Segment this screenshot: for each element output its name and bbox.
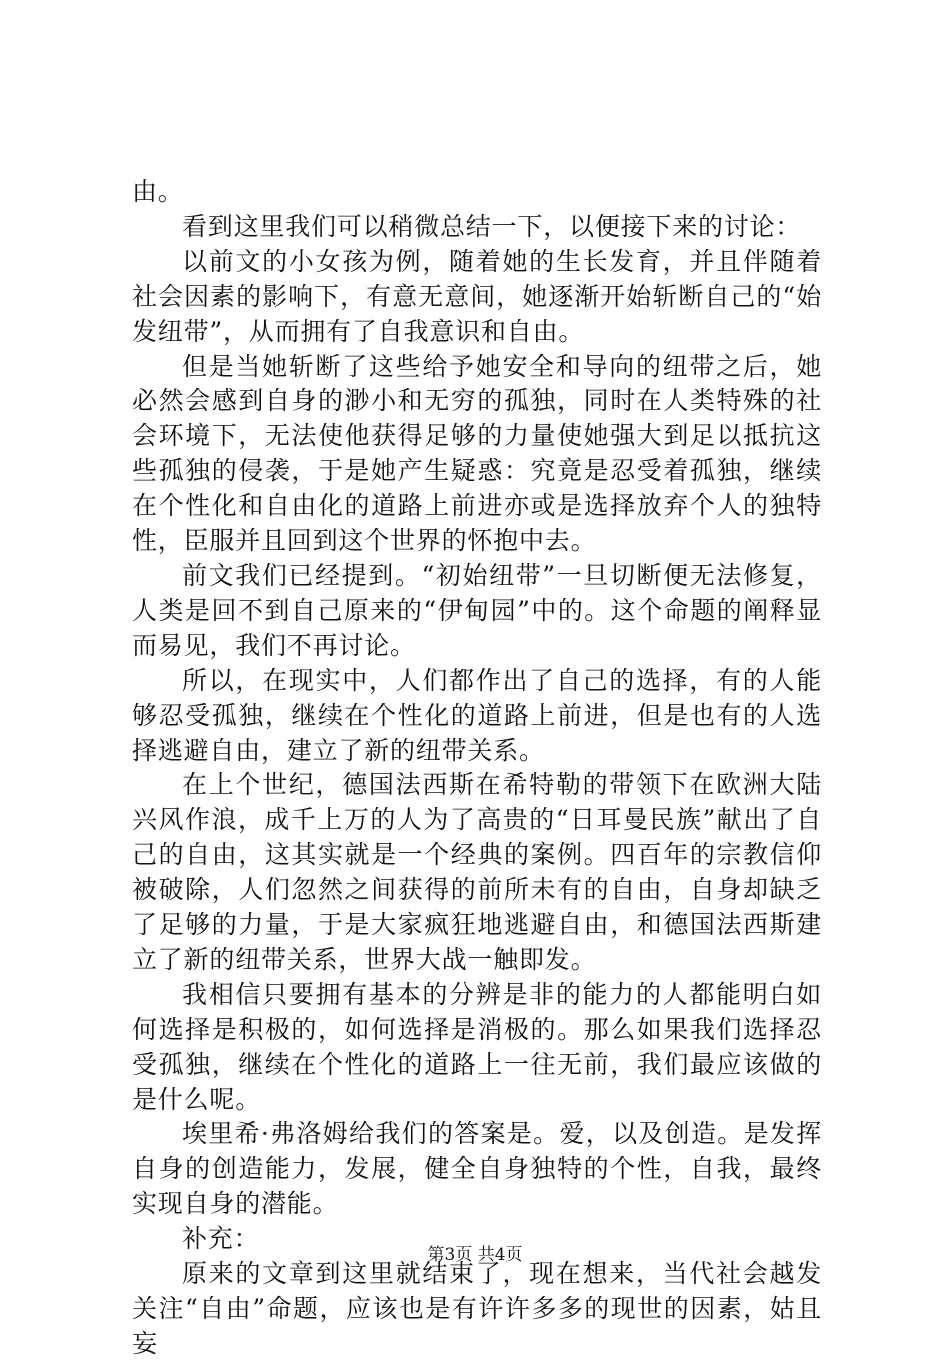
paragraph-6: 所以，在现实中，人们都作出了自己的选择，有的人能够忍受孤独，继续在个性化的道路上前进，但是也有的人选择逃避自由，建立了新的纽带关系。 <box>132 665 822 765</box>
paragraph-7: 在上个世纪，德国法西斯在希特勒的带领下在欧洲大陆兴风作浪，成千上万的人为了高贵的“日耳曼民族”献出了自己的自由，这其实就是一个经典的案例。四百年的宗教信仰被破除，人们忽然之间获得的前所未有的自由，自身却缺乏了足够的力量，于是大家疯狂地逃避自由，和德国法西斯建立了新的纽带关系，世界大战一触即发。 <box>132 770 822 974</box>
page-number-footer: 第3页 共4页 <box>427 1245 523 1265</box>
paragraph-10: 补充： <box>182 1224 260 1254</box>
document-body <box>132 175 822 1362</box>
paragraph-5: 前文我们已经提到。“初始纽带”一旦切断便无法修复，人类是回不到自己原来的“伊甸园”中的。这个命题的阐释显而易见，我们不再讨论。 <box>132 560 822 660</box>
paragraph-9: 埃里希·弗洛姆给我们的答案是。爱，以及创造。是发挥自身的创造能力，发展，健全自身独特的个性，自我，最终实现自身的潜能。 <box>132 1119 822 1219</box>
paragraph-11: 原来的文章到这里就结束了，现在想来，当代社会越发关注“自由”命题，应该也是有许许多多的现世的因素，姑且妄 <box>132 1259 822 1358</box>
paragraph-2: 看到这里我们可以稍微总结一下，以便接下来的讨论： <box>182 211 802 241</box>
paragraph-4: 但是当她斩断了这些给予她安全和导向的纽带之后，她必然会感到自身的渺小和无穷的孤独，同时在人类特殊的社会环境下，无法使他获得足够的力量使她强大到足以抵抗这些孤独的侵袭，于是她产生疑惑：究竟是忍受着孤独，继续在个性化和自由化的道路上前进亦或是选择放弃个人的独特性，臣服并且回到这个世界的怀抱中去。 <box>132 351 822 556</box>
paragraph-8: 我相信只要拥有基本的分辨是非的能力的人都能明白如何选择是积极的，如何选择是消极的。那么如果我们选择忍受孤独，继续在个性化的道路上一往无前，我们最应该做的是什么呢。 <box>132 979 822 1114</box>
paragraph-1: 由。 <box>132 177 184 206</box>
paragraph-3: 以前文的小女孩为例，随着她的生长发育，并且伴随着社会因素的影响下，有意无意间，她逐渐开始斩断自己的“始发纽带”，从而拥有了自我意识和自由。 <box>132 246 822 346</box>
